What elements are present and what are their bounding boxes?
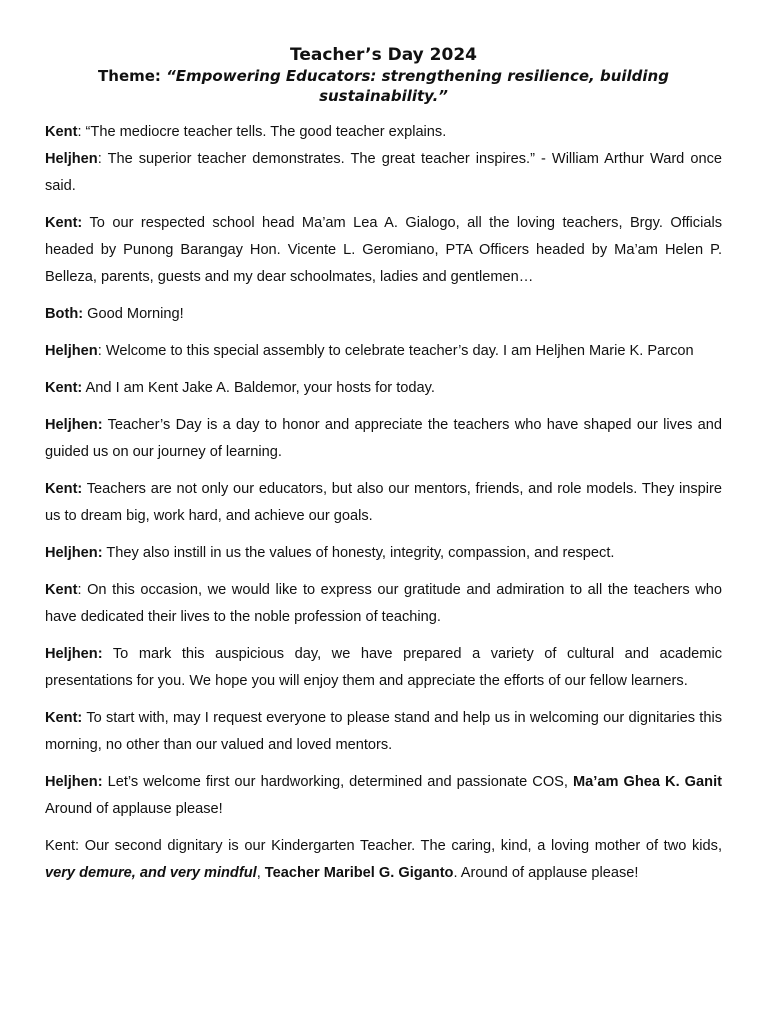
speaker-name: Kent: bbox=[45, 215, 83, 231]
speaker-name: Kent: bbox=[45, 710, 83, 726]
speaker-name: Heljhen bbox=[45, 343, 98, 359]
script-line bbox=[45, 301, 722, 328]
line-text: Let’s welcome first our hardworking, determined and passionate COS, bbox=[102, 774, 574, 790]
line-text: They also instill in us the values of honesty, integrity, compassion, and respect. bbox=[106, 545, 615, 561]
theme-text: “Empowering Educators: strengthening resilience, building sustainability.” bbox=[166, 67, 669, 105]
script-line bbox=[45, 210, 722, 291]
document-page bbox=[45, 44, 722, 897]
line-text: “The mediocre teacher tells. The good teacher explains. bbox=[85, 124, 447, 140]
speaker-name: Kent: bbox=[45, 481, 83, 497]
line-text: To mark this auspicious day, we have prepared a variety of cultural and academic presentations for you. We hope you will enjoy them and appreciate the efforts of our fellow learners. bbox=[45, 646, 722, 689]
script-line: Heljhen: Welcome to this special assembly to celebrate teacher’s day. I am Heljhen Marie K. Parcon bbox=[45, 343, 694, 359]
line-text: On this occasion, we would like to express our gratitude and admiration to all the teachers who have dedicated their lives to the noble profession of teaching. bbox=[45, 582, 723, 625]
dignitary-name: Teacher Maribel G. Giganto bbox=[264, 865, 454, 881]
line-text: Good Morning! bbox=[87, 306, 184, 322]
script-line-cos-welcome bbox=[45, 769, 722, 823]
emphasis-text: very demure, and very mindful bbox=[45, 865, 257, 881]
line-text: Teachers are not only our educators, but also our mentors, friends, and role models. They inspire us to dream big, work hard, and achieve our goals. bbox=[45, 481, 722, 524]
speaker-name: Kent bbox=[45, 582, 78, 598]
line-text: . Around of applause please! bbox=[453, 865, 639, 881]
script-line bbox=[45, 412, 722, 466]
theme-label: Theme: bbox=[98, 67, 167, 85]
speaker-name: Heljhen: bbox=[45, 545, 103, 561]
script-line: Kent: On this occasion, we would like to express our gratitude and admiration to all the teachers who have dedicated their lives to the noble profession of teaching. bbox=[45, 582, 723, 625]
script-line: Kent: “The mediocre teacher tells. The good teacher explains. bbox=[45, 124, 447, 140]
dignitary-name: Ma’am Ghea K. Ganit bbox=[573, 774, 722, 790]
line-text: Kent: Our second dignitary is our Kindergarten Teacher. The caring, kind, a loving mother of two kids, bbox=[45, 838, 722, 854]
line-text: The superior teacher demonstrates. The great teacher inspires.” - William Arthur Ward once said. bbox=[45, 151, 722, 194]
document-title: Teacher’s Day 2024 bbox=[289, 45, 478, 65]
script-line bbox=[45, 540, 722, 567]
document-theme bbox=[45, 66, 722, 106]
script-line-kinder-welcome: Kent: Our second dignitary is our Kindergarten Teacher. The caring, kind, a loving mother of two kids, very demure, and very mindful, Teacher Maribel G. Giganto. Around of applause please! bbox=[45, 838, 722, 881]
speaker-name: Heljhen: bbox=[45, 774, 103, 790]
line-text: To start with, may I request everyone to please stand and help us in welcoming our dignitaries this morning, no other than our valued and loved mentors. bbox=[45, 710, 722, 753]
line-text: Teacher’s Day is a day to honor and appreciate the teachers who have shaped our lives and guided us on our journey of learning. bbox=[45, 417, 723, 460]
line-text: Around of applause please! bbox=[45, 801, 223, 817]
script-line bbox=[45, 375, 722, 402]
script-line: Heljhen: The superior teacher demonstrates. The great teacher inspires.” - William Arthur Ward once said. bbox=[45, 151, 722, 194]
speaker-name: Both: bbox=[45, 306, 84, 322]
script-line bbox=[45, 641, 722, 695]
speaker-name: Kent bbox=[45, 124, 78, 140]
line-text: To our respected school head Ma’am Lea A. Gialogo, all the loving teachers, Brgy. Officials headed by Punong Barangay Hon. Vicente L. Geromiano, PTA Officers headed by Ma’am Helen P. Belleza, parents, guests and my dear schoolmates, ladies and gentlemen… bbox=[45, 215, 722, 285]
script-line bbox=[45, 705, 722, 759]
script-line bbox=[45, 476, 722, 530]
line-text: Welcome to this special assembly to celebrate teacher’s day. I am Heljhen Marie K. Parcon bbox=[105, 343, 694, 359]
speaker-name: Kent: bbox=[45, 380, 83, 396]
speaker-name: Heljhen bbox=[45, 151, 98, 167]
speaker-name: Heljhen: bbox=[45, 646, 103, 662]
speaker-name: Heljhen: bbox=[45, 417, 103, 433]
line-text: And I am Kent Jake A. Baldemor, your hosts for today. bbox=[85, 380, 435, 396]
